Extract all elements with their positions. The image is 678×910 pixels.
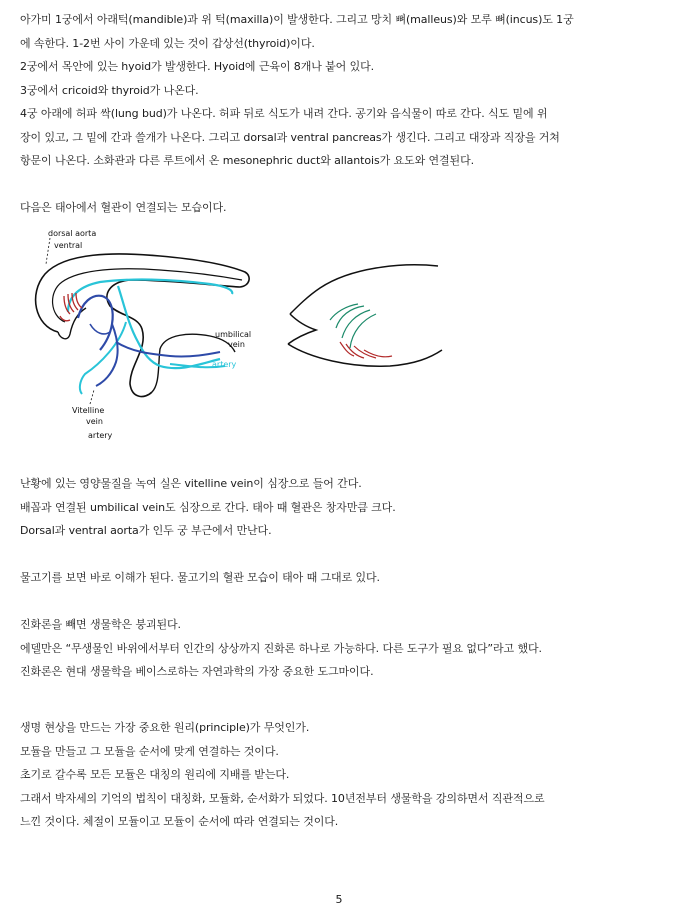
text-line: 배꼽과 연결된 umbilical vein도 심장으로 간다. 태아 때 혈관은 창자만큼 크다. [20,500,396,514]
label-umbilical: umbilical [215,330,252,339]
label-dorsal-aorta: dorsal aorta [48,229,97,238]
fish-lower-outline [288,344,442,366]
text-line: Dorsal과 ventral aorta가 인두 궁 부근에서 만난다. [20,524,272,537]
text-line: 모듈을 만들고 그 모듈을 순서에 맞게 연결하는 것이다. [20,744,279,758]
embryo-inner-outline [53,269,242,322]
text-line: 아가미 1궁에서 아래턱(mandible)과 위 턱(maxilla)이 발생한다. 그리고 망치 뼈(malleus)와 모루 뼈(incus)도 1궁 [20,13,574,26]
text-line: 3궁에서 cricoid와 thyroid가 나온다. [20,83,199,97]
text-line: 에 속한다. 1-2번 사이 가운데 있는 것이 갑상선(thyroid)이다. [20,36,315,50]
text-line: 생명 현상을 만드는 가장 중요한 원리(principle)가 무엇인가. [20,721,310,734]
fish-upper-outline [290,265,438,314]
text-line: 그래서 박자세의 기억의 법칙이 대칭화, 모듈화, 순서화가 되었다. 10년전부터 생물학을 강의하면서 직관적으로 [20,791,545,805]
text-line: 항문이 나온다. 소화관과 다른 루트에서 온 mesonephric duct와 allantois가 요도와 연결된다. [20,154,475,167]
cardinal-vein-vessel [90,324,110,334]
text-line: 난황에 있는 영양물질을 녹여 실은 vitelline vein이 심장으로 들어 간다. [20,477,362,490]
label-umbilical-artery: artery [212,360,237,369]
fish-mouth [288,314,316,344]
label-vitelline-artery: artery [88,431,113,440]
text-line: 장이 있고, 그 밑에 간과 쓸개가 나온다. 그리고 dorsal과 ventral pancreas가 생긴다. 그리고 대장과 직장을 거쳐 [20,130,560,144]
paragraph-evolution [20,613,665,684]
fish-vessel-sketch [280,258,445,373]
text-line: 에델만은 “무생물인 바위에서부터 인간의 상상까지 진화론 하나로 가능하다. 다른 도구가 필요 없다”라고 했다. [20,641,542,655]
label-umbilical-vein: vein [228,340,245,349]
paragraph-fish [20,566,665,590]
label-pointer-vitelline [90,390,94,404]
embryo-vessel-sketch [20,224,265,446]
label-pointer-dorsal [46,238,50,264]
text-line: 진화론을 빼면 생물학은 붕괴된다. [20,618,181,631]
text-line: 느낀 것이다. 체절이 모듈이고 모듈이 순서에 따라 연결되는 것이다. [20,815,339,828]
paragraph-branchial-arches [20,8,665,173]
fish-gill-vessels [330,304,392,358]
text-line: 진화론은 현대 생물학을 베이스로하는 자연과학의 가장 중요한 도그마이다. [20,665,374,678]
text-line: 4궁 아래에 허파 싹(lung bud)가 나온다. 허파 뒤로 식도가 내려 간다. 공기와 음식물이 따로 간다. 식도 밑에 위 [20,107,548,120]
paragraph-vitelline [20,472,665,543]
text-line: 물고기를 보면 바로 이해가 된다. 물고기의 혈관 모습이 태아 때 그대로 있다. [20,571,380,584]
paragraph-principle [20,716,665,834]
text-line: 다음은 태아에서 혈관이 연결되는 모습이다. [20,201,227,214]
label-vitelline-vein: vein [86,417,103,426]
vitelline-artery-vessel [80,322,126,394]
umbilical-vein-vessel [116,342,220,357]
heart-vein-vessel [78,296,113,350]
label-ventral: ventral [54,241,83,250]
embryo-head-outline [58,308,86,339]
dorsal-aorta-vessel [68,280,232,312]
text-line: 2궁에서 목안에 있는 hyoid가 발생한다. Hyoid에 근육이 8개나 붙어 있다. [20,60,375,73]
text-line: 초기로 갈수록 모든 모듈은 대칭의 원리에 지배를 받는다. [20,768,290,781]
paragraph-figure-intro [20,196,665,220]
page-number: 5 [335,893,343,906]
label-vitelline: Vitelline [72,406,105,415]
